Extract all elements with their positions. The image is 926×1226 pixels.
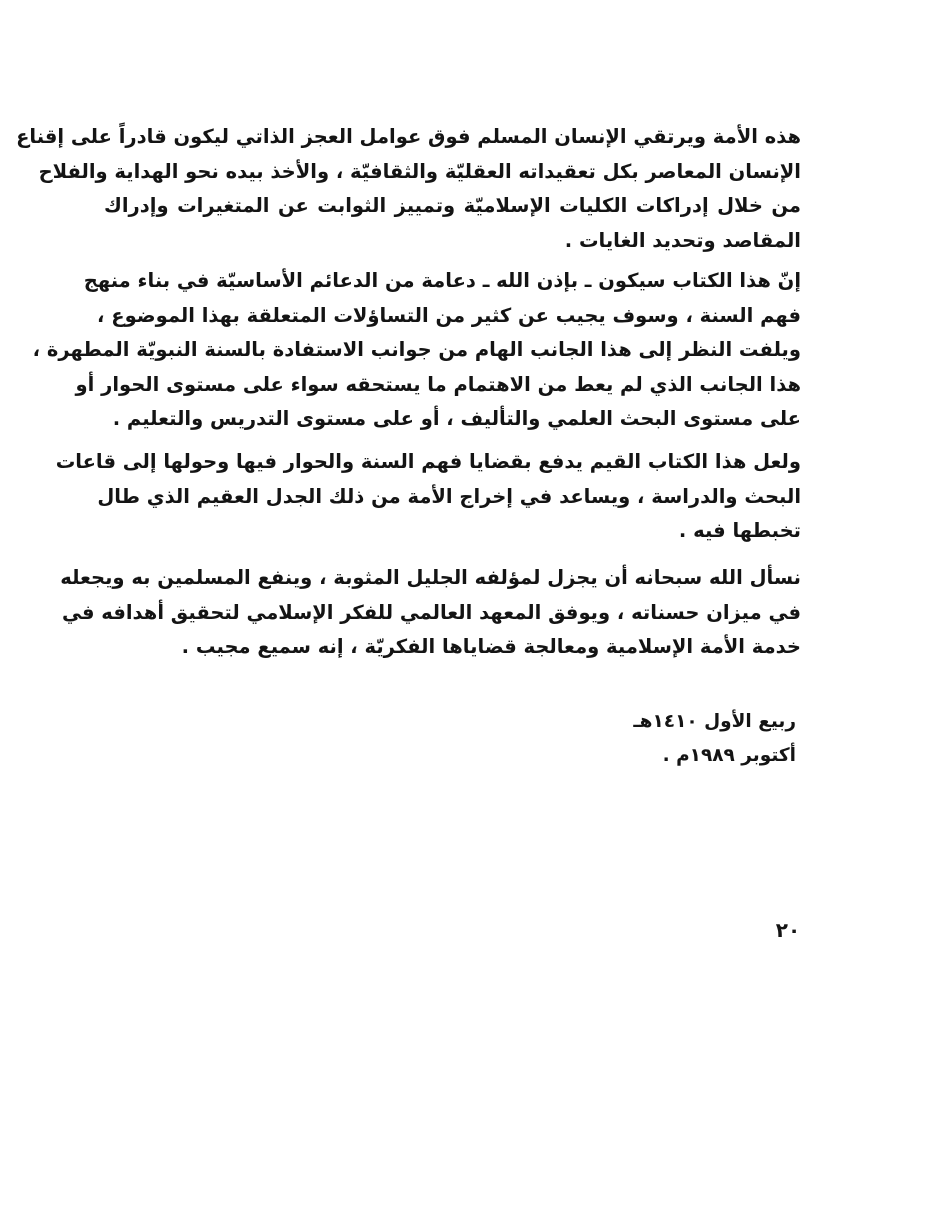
gregorian-date: أكتوبر ١٩٨٩م . bbox=[662, 745, 796, 766]
paragraph-line: إنّ هذا الكتاب سيكون ـ بإذن الله ـ دعامة من الدعائم الأساسيّة في بناء منهج bbox=[83, 269, 801, 292]
paragraph-line: المقاصد وتحديد الغايات . bbox=[564, 228, 801, 252]
date-signoff bbox=[633, 705, 796, 773]
paragraph-line: ويلفت النظر إلى هذا الجانب الهام من جوانب الاستفادة بالسنة النبويّة المطهرة ، bbox=[32, 338, 801, 361]
paragraph-4 bbox=[60, 561, 801, 665]
paragraph-line: هذه الأمة ويرتقي الإنسان المسلم فوق عوامل العجز الذاتي ليكون قادراً على إقناع bbox=[16, 125, 801, 148]
paragraph-line: خدمة الأمة الإسلامية ومعالجة قضاياها الفكريّة ، إنه سميع مجيب . bbox=[181, 635, 801, 658]
paragraph-line: من خلال إدراكات الكليات الإسلاميّة وتمييز الثوابت عن المتغيرات وإدراك bbox=[104, 194, 801, 217]
paragraph-line: الإنسان المعاصر بكل تعقيداته العقليّة والثقافيّة ، والأخذ بيده نحو الهداية والفلاح bbox=[38, 159, 801, 183]
paragraph-line: تخبطها فيه . bbox=[678, 519, 801, 542]
paragraph-line: هذا الجانب الذي لم يعط من الاهتمام ما يستحقه سواء على مستوى الحوار أو bbox=[75, 372, 801, 396]
page-number: ٢٠ bbox=[775, 918, 801, 942]
paragraph-3 bbox=[55, 445, 801, 549]
paragraph-line: ولعل هذا الكتاب القيم يدفع بقضايا فهم السنة والحوار فيها وحولها إلى قاعات bbox=[55, 450, 801, 473]
paragraph-line: نسأل الله سبحانه أن يجزل لمؤلفه الجليل المثوبة ، وينفع المسلمين به ويجعله bbox=[60, 566, 801, 589]
paragraph-line: البحث والدراسة ، ويساعد في إخراج الأمة من ذلك الجدل العقيم الذي طال bbox=[97, 484, 801, 508]
hijri-date: ربيع الأول ١٤١٠هـ bbox=[633, 711, 796, 732]
paragraph-2 bbox=[32, 264, 801, 437]
paragraph-1 bbox=[16, 120, 801, 258]
paragraph-line: في ميزان حسناته ، ويوفق المعهد العالمي للفكر الإسلامي لتحقيق أهدافه في bbox=[61, 600, 801, 624]
paragraph-line: على مستوى البحث العلمي والتأليف ، أو على مستوى التدريس والتعليم . bbox=[112, 407, 801, 430]
paragraph-line: فهم السنة ، وسوف يجيب عن كثير من التساؤلات المتعلقة بهذا الموضوع ، bbox=[97, 303, 801, 327]
